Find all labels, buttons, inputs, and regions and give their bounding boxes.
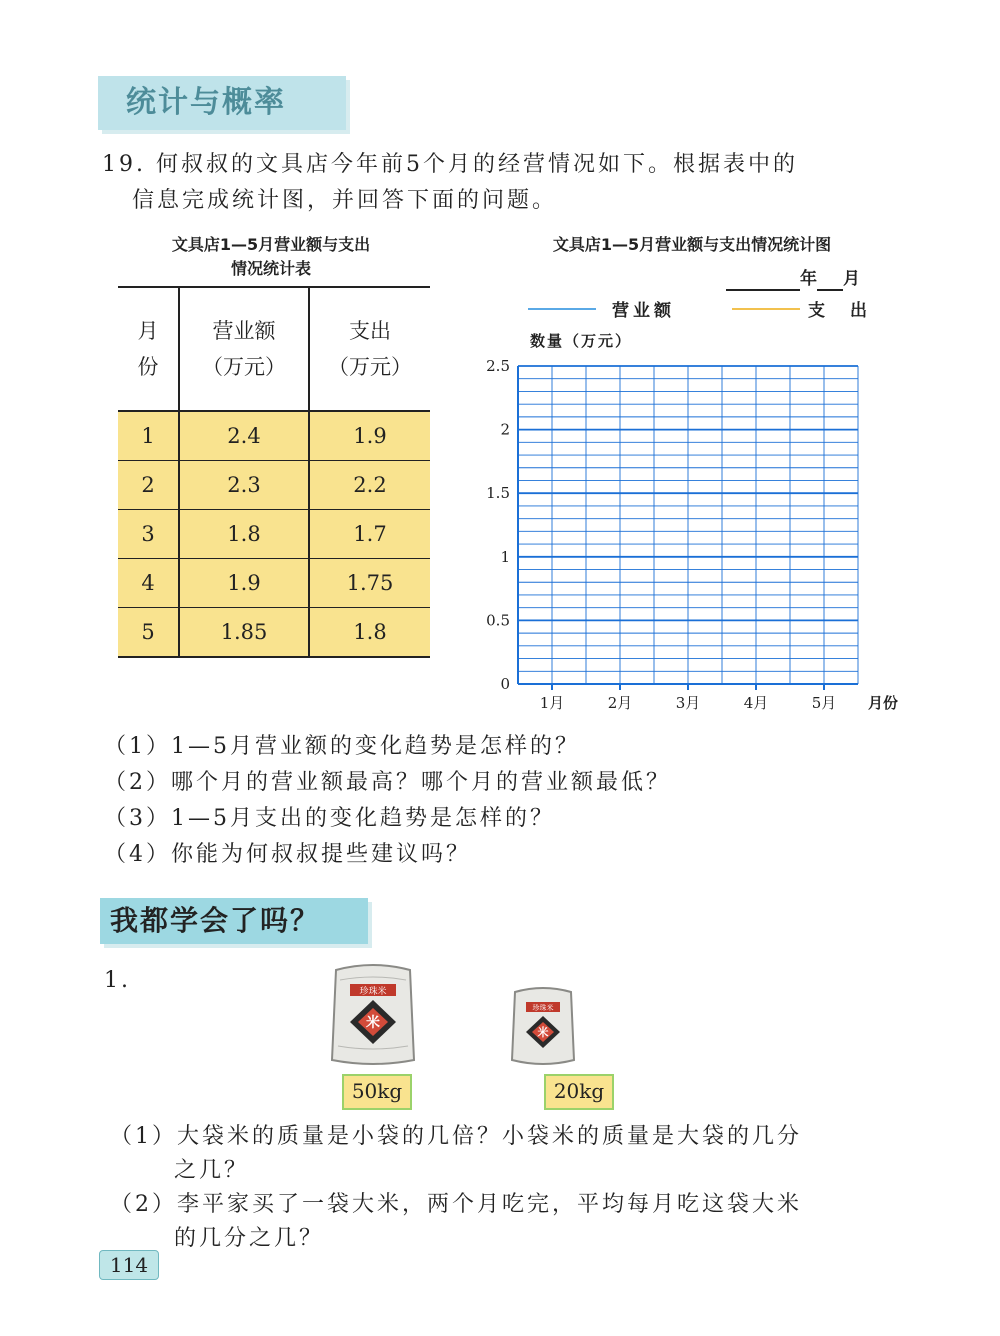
legend-expense-label: 支 出 [808, 301, 871, 321]
chart-date-fields [726, 264, 876, 290]
month-label: 月 [843, 269, 860, 289]
problem-19-line2: 信息完成统计图，并回答下面的问题。 [132, 188, 558, 213]
legend-expense-swatch [732, 308, 800, 310]
small-bag-char: 米 [537, 1026, 549, 1039]
header-expense [309, 287, 430, 411]
cell-month: 3 [118, 510, 179, 559]
legend-revenue-swatch [528, 308, 596, 310]
header-revenue-a: 营业额 [212, 319, 276, 343]
review-1-q2-line1: （2）李平家买了一袋大米，两个月吃完，平均每月吃这袋大米 [110, 1192, 802, 1217]
question-19-1: （1）1—5月营业额的变化趋势是怎样的？ [104, 734, 580, 759]
cell-expense: 1.7 [309, 510, 430, 559]
cell-revenue: 2.4 [179, 411, 309, 461]
x-tick-label: 2月 [607, 694, 633, 712]
cell-expense: 1.8 [309, 608, 430, 658]
header-month [118, 287, 179, 411]
cell-revenue: 1.8 [179, 510, 309, 559]
cell-month: 2 [118, 461, 179, 510]
cell-month: 5 [118, 608, 179, 658]
big-bag-label: 50kg [342, 1074, 412, 1110]
cell-revenue: 1.9 [179, 559, 309, 608]
section-banner-statistics: 统计与概率 [98, 76, 346, 130]
header-month-b: 份 [137, 355, 159, 379]
small-bag-label: 20kg [544, 1074, 614, 1110]
line-chart [470, 350, 890, 720]
cell-expense: 2.2 [309, 461, 430, 510]
cell-revenue: 1.85 [179, 608, 309, 658]
y-tick-label: 2 [500, 420, 510, 439]
problem-19-line1: 19. 何叔叔的文具店今年前5个月的经营情况如下。根据表中的 [102, 152, 798, 177]
review-1-q1-line2: 之几？ [174, 1158, 250, 1183]
legend-revenue-label: 营业额 [612, 301, 675, 321]
small-bag-brand: 珍珠米 [532, 1004, 554, 1012]
question-19-4: （4）你能为何叔叔提些建议吗？ [104, 842, 471, 867]
small-rice-bag-icon [510, 984, 576, 1068]
table-title-line2: 情况统计表 [230, 259, 311, 278]
x-tick-label: 4月 [743, 694, 769, 712]
table-row [118, 411, 430, 461]
header-expense-a: 支出 [349, 319, 391, 343]
review-1-number: 1. [104, 968, 131, 993]
cell-month: 4 [118, 559, 179, 608]
chart-grid [518, 366, 858, 684]
review-1-q2-line2: 的几分之几？ [174, 1226, 325, 1251]
cell-month: 1 [118, 411, 179, 461]
cell-expense: 1.9 [309, 411, 430, 461]
cell-revenue: 2.3 [179, 461, 309, 510]
y-tick-label: 0.5 [486, 611, 510, 630]
header-expense-b: （万元） [328, 355, 412, 379]
y-tick-label: 2.5 [486, 357, 510, 375]
x-tick-label: 5月 [811, 694, 837, 712]
x-tick-label: 3月 [675, 694, 701, 712]
big-bag-brand: 珍珠米 [359, 987, 387, 997]
year-blank[interactable] [726, 269, 800, 291]
x-axis-label: 月份 [868, 694, 899, 712]
table-row [118, 461, 430, 510]
month-blank[interactable] [817, 269, 843, 291]
review-1-q1-line1: （1）大袋米的质量是小袋的几倍？小袋米的质量是大袋的几分 [110, 1124, 802, 1149]
page-number: 114 [99, 1250, 159, 1280]
question-19-3: （3）1—5月支出的变化趋势是怎样的？ [104, 806, 555, 831]
stats-table [118, 286, 430, 658]
section-banner-review: 我都学会了吗？ [100, 898, 368, 944]
header-revenue-b: （万元） [202, 355, 286, 379]
question-19-2: （2）哪个月的营业额最高？哪个月的营业额最低？ [104, 770, 671, 795]
table-row [118, 608, 430, 658]
chart-title: 文具店1—5月营业额与支出情况统计图 [552, 235, 832, 254]
big-rice-bag-icon [330, 960, 416, 1068]
big-bag-char: 米 [366, 1015, 380, 1031]
table-title-line1: 文具店1—5月营业额与支出 [171, 235, 371, 254]
cell-expense: 1.75 [309, 559, 430, 608]
y-tick-label: 0 [500, 675, 510, 693]
table-row [118, 510, 430, 559]
y-tick-label: 1 [500, 547, 510, 566]
y-axis-label: 数量（万元） [530, 332, 633, 350]
x-tick-label: 1月 [539, 694, 565, 712]
header-month-a: 月 [137, 319, 159, 343]
header-revenue [179, 287, 309, 411]
year-label: 年 [800, 269, 817, 289]
table-row [118, 559, 430, 608]
y-tick-label: 1.5 [486, 484, 510, 503]
